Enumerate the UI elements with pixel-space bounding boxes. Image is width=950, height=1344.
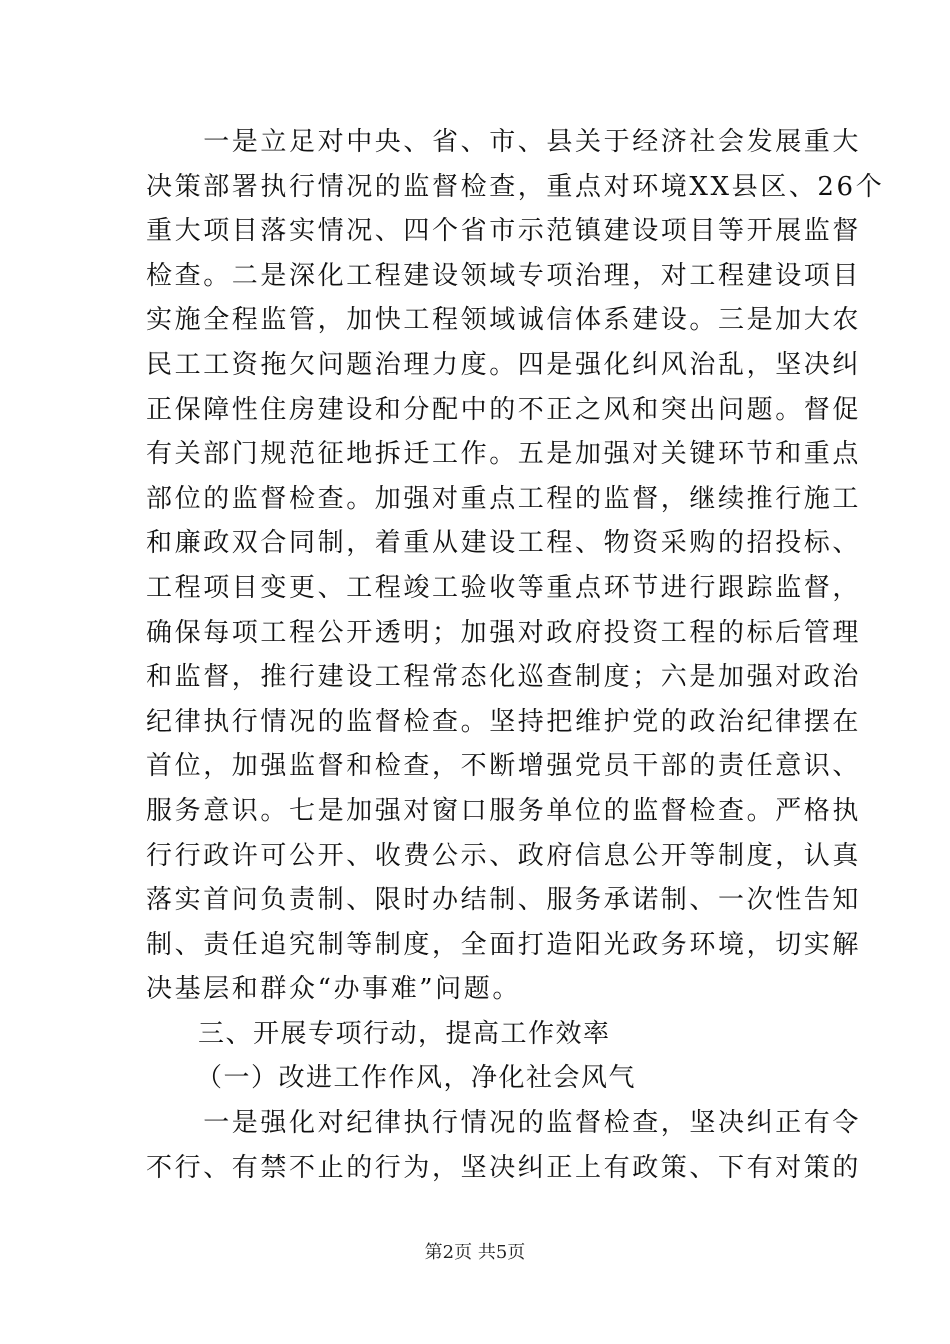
text-line: 纪律执行情况的监督检查。坚持把维护党的政治纪律摆在 [146, 706, 862, 737]
text-line: 首位，加强监督和检查，不断增强党员干部的责任意识、 [146, 751, 862, 782]
text-line: 正保障性住房建设和分配中的不正之风和突出问题。督促 [146, 394, 862, 425]
text-line: 部位的监督检查。加强对重点工程的监督，继续推行施工 [146, 483, 862, 514]
text-line: 实施全程监管，加快工程领域诚信体系建设。三是加大农 [146, 305, 862, 336]
section-heading: 三、开展专项行动，提高工作效率 [198, 1018, 611, 1049]
text-line: 行行政许可公开、收费公示、政府信息公开等制度，认真 [146, 840, 862, 871]
text-line: 一是强化对纪律执行情况的监督检查，坚决纠正有令 [146, 1108, 862, 1139]
page-footer: 第2页 共5页 [424, 1242, 526, 1263]
text-line: 决基层和群众“办事难”问题。 [146, 974, 521, 1005]
body-text [146, 120, 885, 1190]
text-line: 不行、有禁不止的行为，坚决纠正上有政策、下有对策的 [146, 1152, 862, 1183]
text-line: 重大项目落实情况、四个省市示范镇建设项目等开展监督 [146, 216, 862, 247]
text-line: 服务意识。七是加强对窗口服务单位的监督检查。严格执 [146, 795, 862, 826]
text-line: 落实首问负责制、限时办结制、服务承诺制、一次性告知 [146, 885, 862, 916]
text-line: 制、责任追究制等制度，全面打造阳光政务环境，切实解 [146, 929, 862, 960]
subsection-heading: （一）改进工作作风，净化社会风气 [196, 1063, 637, 1094]
text-line: 民工工资拖欠问题治理力度。四是强化纠风治乱，坚决纠 [146, 349, 862, 380]
text-line: 有关部门规范征地拆迁工作。五是加强对关键环节和重点 [146, 439, 862, 470]
text-line: 确保每项工程公开透明；加强对政府投资工程的标后管理 [146, 617, 862, 648]
text-line: 和监督，推行建设工程常态化巡查制度；六是加强对政治 [146, 662, 862, 693]
text-line: 检查。二是深化工程建设领域专项治理，对工程建设项目 [146, 260, 862, 291]
text-line: 和廉政双合同制，着重从建设工程、物资采购的招投标、 [146, 528, 862, 559]
text-line: 工程项目变更、工程竣工验收等重点环节进行跟踪监督， [146, 572, 862, 603]
text-line: 一是立足对中央、省、市、县关于经济社会发展重大 [146, 127, 862, 157]
text-line: 决策部署执行情况的监督检查，重点对环境XX县区、26个 [146, 171, 885, 202]
